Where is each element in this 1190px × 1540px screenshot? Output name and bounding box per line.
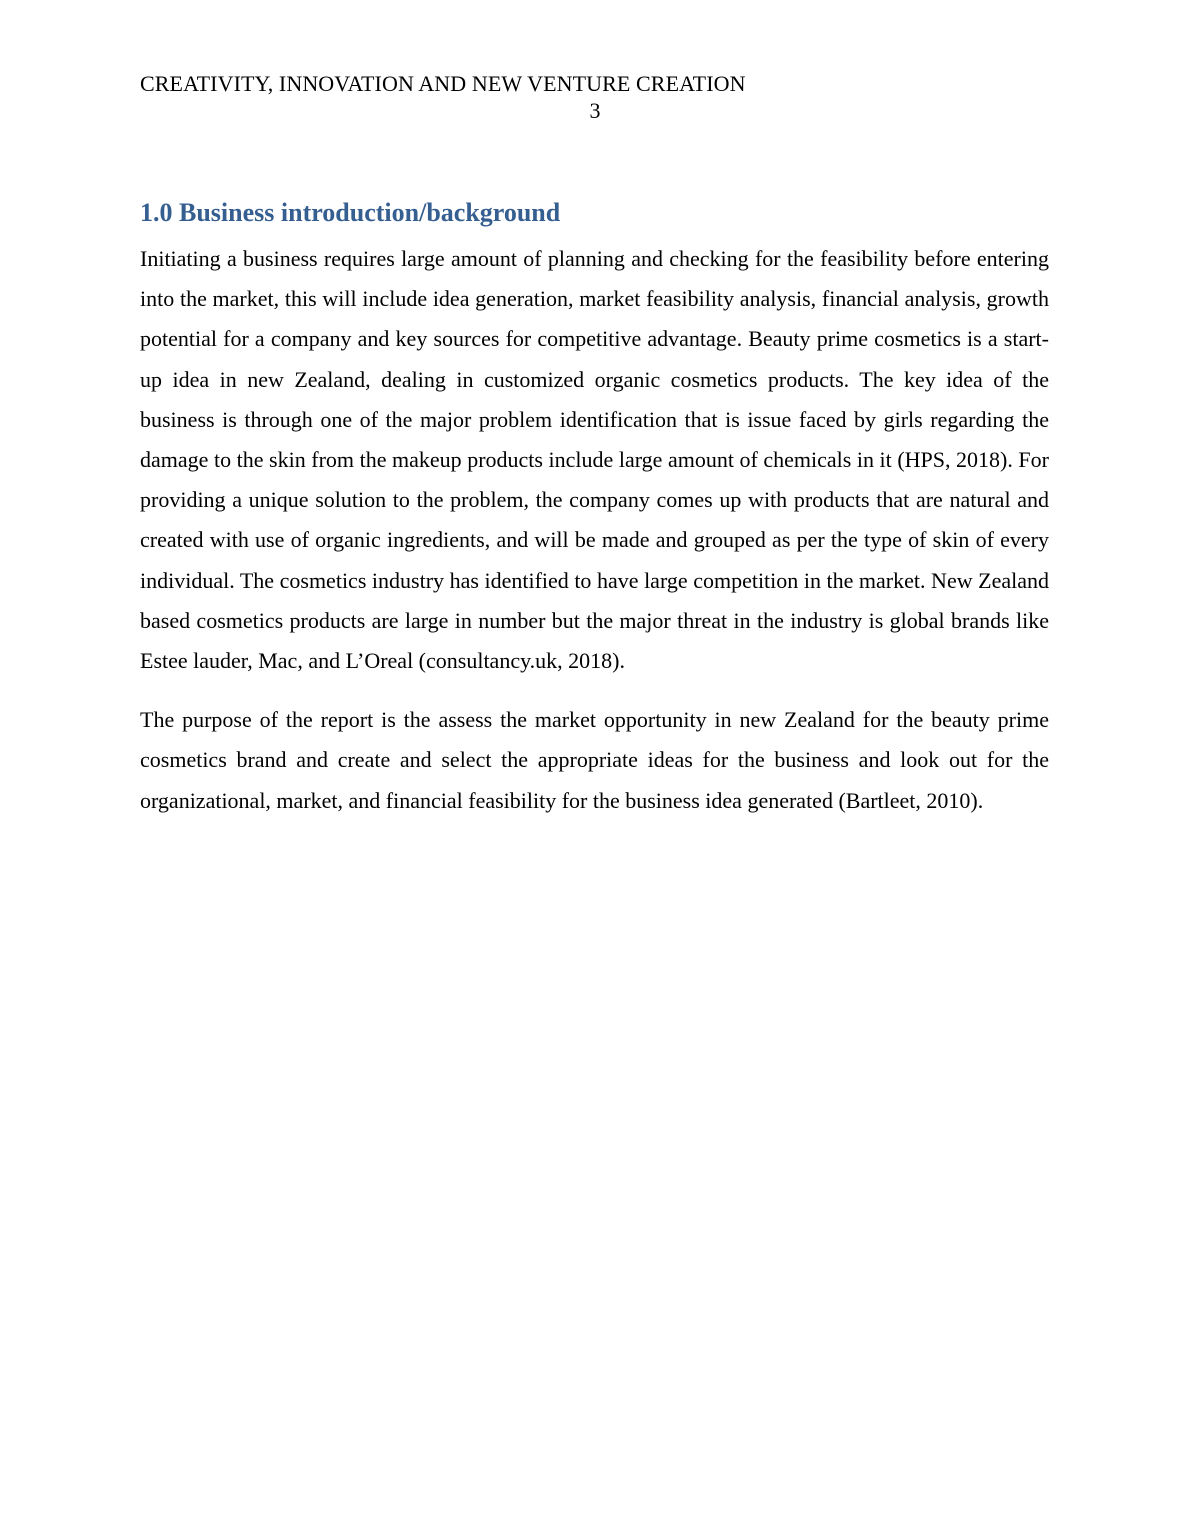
- paragraph-purpose: The purpose of the report is the assess the market opportunity in new Zealand for the beauty prime cosmetics brand and create and select the appropriate ideas for the business and look out for the organizational, market, and financial feasibility for the business idea generated (Bartleet, 2010).: [140, 707, 1049, 813]
- running-header-title: CREATIVITY, INNOVATION AND NEW VENTURE CREATION: [140, 71, 746, 96]
- page-number: 3: [589, 98, 601, 123]
- section-heading: 1.0 Business introduction/background: [140, 198, 561, 227]
- paragraph-introduction: Initiating a business requires large amount of planning and checking for the feasibility before entering into the market, this will include idea generation, market feasibility analysis, financial analysis, growth potential for a company and key sources for competitive advantage. Beauty prime cosmetics is a start-up idea in new Zealand, dealing in customized organic cosmetics products. The key idea of the business is through one of the major problem identification that is issue faced by girls regarding the damage to the skin from the makeup products include large amount of chemicals in it (HPS, 2018). For providing a unique solution to the problem, the company comes up with products that are natural and created with use of organic ingredients, and will be made and grouped as per the type of skin of every individual. The cosmetics industry has identified to have large competition in the market. New Zealand based cosmetics products are large in number but the major threat in the industry is global brands like Estee lauder, Mac, and L’Oreal (consultancy.uk, 2018).: [140, 246, 1049, 674]
- section-body: [140, 196, 1049, 821]
